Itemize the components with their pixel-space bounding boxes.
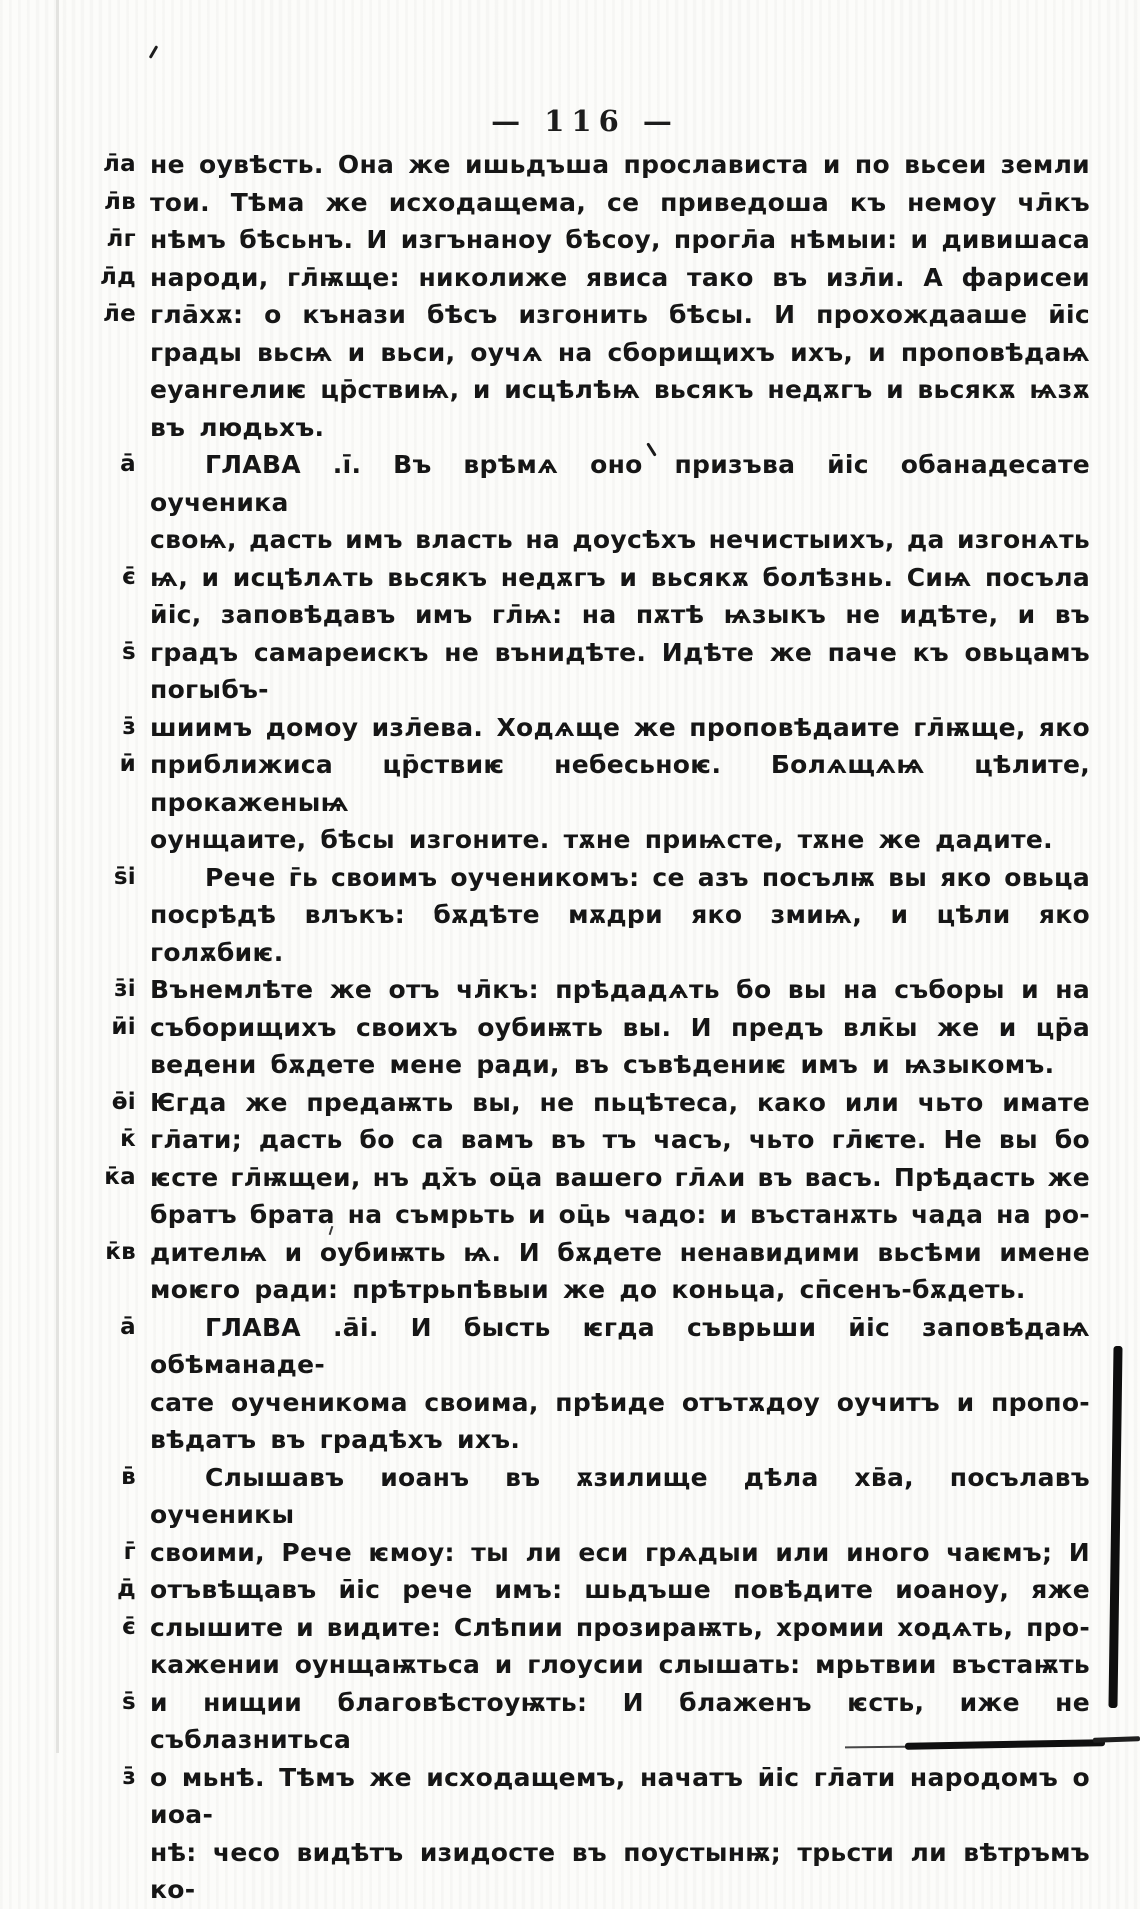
text-line — [60, 1309, 1090, 1384]
text-line — [60, 634, 1090, 709]
margin-verse-number — [60, 821, 150, 859]
text-line — [60, 371, 1090, 409]
text-line — [60, 709, 1090, 747]
margin-verse-number: з̄ — [122, 713, 136, 740]
text-line — [60, 409, 1090, 447]
text-line — [60, 1421, 1090, 1459]
text-line — [60, 1834, 1090, 1909]
margin-verse-number — [60, 896, 150, 971]
margin-verse-number: л̄д — [99, 263, 136, 290]
text-line — [60, 1571, 1090, 1609]
line-text: дителѩ и оубиѭть ѩ. И бѫдете ненавидими вьсѣми имене — [150, 1237, 1090, 1267]
bottom-smudge-right — [1093, 1736, 1140, 1743]
text-line — [60, 1271, 1090, 1309]
line-text: гл̄ати; дасть бо са вамъ въ тъ часъ, чьто гл̄ѥте. Не вы бо — [150, 1125, 1090, 1154]
line-text: ѩ, и исцѣлѧть вьсякъ недѫгъ и вьсякѫ болѣзнь. Сиѩ посъла — [150, 562, 1090, 592]
line-text: и нищии благовѣстоуѭть: И блаженъ ѥсть, иже не съблазнитьса — [150, 1687, 1090, 1754]
line-text: приближиса цр̄ствиѥ небесьноѥ. Болѧщѧѩ цѣлите, прокаженыѩ — [150, 750, 1090, 817]
stray-ink-mark-top — [149, 45, 159, 59]
margin-verse-number: д̄ — [117, 1576, 136, 1602]
text-line — [60, 1159, 1090, 1197]
line-text: ГЛАВА .і̄. Въ врѣмѧ оно призъва ӣіс обанадесате оученика — [150, 450, 1090, 517]
margin-verse-number: ѕ̄ — [122, 638, 136, 665]
margin-verse-number: л̄а — [103, 151, 136, 177]
text-line — [60, 1234, 1090, 1272]
margin-verse-number — [60, 521, 150, 559]
margin-verse-number — [60, 1834, 150, 1909]
text-line — [60, 184, 1090, 222]
margin-verse-number: ѕ̄ — [122, 1688, 136, 1715]
line-text: ѥсте гл̄ѭщеи, нъ дх̄ъ оц̄а вашего гл̄ѧи въ васъ. Прѣдасть же — [150, 1162, 1090, 1192]
margin-verse-number: к̄в — [105, 1238, 136, 1265]
margin-verse-number — [60, 1421, 150, 1459]
text-line — [60, 1084, 1090, 1122]
text-line — [60, 1009, 1090, 1047]
text-line — [60, 1046, 1090, 1084]
line-text: шиимъ домоу изл̄ева. Ходѧще же проповѣдаите гл̄ѭще, яко — [150, 712, 1090, 742]
text-line — [60, 1196, 1090, 1234]
line-text: сате оученикома своима, прѣиде отътѫдоу оучитъ и пропо- — [150, 1387, 1090, 1417]
line-text: ӣіс, заповѣдавъ имъ гл̄ѩ: на пѫтѣ ѩзыкъ не идѣте, и въ — [150, 600, 1090, 629]
line-text: Ѥгда же предаѭть вы, не пьцѣтеса, како или чьто имате — [150, 1087, 1090, 1117]
line-text: своѩ, дасть имъ власть на доусѣхъ нечистыихъ, да изгонѧть — [150, 525, 1090, 554]
text-line — [60, 259, 1090, 297]
text-line — [60, 1459, 1090, 1534]
line-text: Слышавъ иоанъ въ ѫзилище дѣла хв̄а, посълавъ оученикы — [150, 1462, 1090, 1529]
line-text: о мьнѣ. Тѣмъ же исходащемъ, начатъ ӣіс гл̄ати народомъ о иоа- — [150, 1762, 1090, 1829]
margin-verse-number: л̄е — [102, 301, 136, 327]
line-text: братъ брата на съмрьть и оц̄ь чадо: и въстанѫть чада на ро- — [150, 1200, 1090, 1229]
text-line — [60, 1534, 1090, 1572]
page-number-header: — 116 — — [491, 104, 679, 138]
text-line — [60, 1121, 1090, 1159]
line-text: народи, гл̄ѭще: николиже явиса тако въ изл̄и. А фарисеи — [150, 262, 1090, 292]
margin-verse-number — [60, 1196, 150, 1234]
margin-verse-number: з̄ — [122, 1763, 136, 1790]
line-text: еуангелиѥ цр̄ствиѩ, и исцѣлѣѩ вьсякъ недѫгъ и вьсякѫ ѩзѫ — [150, 375, 1090, 404]
text-line — [60, 1759, 1090, 1834]
scan-gutter-shadow — [56, 0, 59, 1753]
text-line — [60, 1609, 1090, 1647]
scan-edge-streak — [1108, 1346, 1122, 1708]
line-text: нѣмъ бѣсьнъ. И изгънаноу бѣсоу, прогл̄а нѣмыи: и дивишаса — [150, 225, 1090, 254]
line-text: тои. Тѣма же исходащема, се приведоша къ немоу чл̄къ — [150, 187, 1090, 217]
margin-verse-number — [60, 409, 150, 447]
margin-verse-number: л̄в — [103, 188, 136, 215]
line-text: съборищихъ своихъ оубиѭть вы. И предъ влк̄ы же и цр̄а — [150, 1012, 1090, 1042]
text-block — [60, 146, 1090, 1909]
text-line — [60, 446, 1090, 521]
margin-verse-number — [60, 596, 150, 634]
margin-verse-number — [60, 1271, 150, 1309]
margin-verse-number: з̄і — [114, 976, 136, 1002]
margin-verse-number — [60, 1046, 150, 1084]
text-line — [60, 146, 1090, 184]
margin-verse-number — [60, 371, 150, 409]
margin-verse-number: в̄ — [121, 1463, 136, 1490]
margin-verse-number: к̄а — [104, 1163, 136, 1190]
margin-verse-number — [60, 334, 150, 372]
text-line — [60, 821, 1090, 859]
margin-verse-number: л̄г — [106, 226, 136, 252]
text-line — [60, 896, 1090, 971]
margin-verse-number: є̄ — [122, 563, 136, 590]
line-text: градъ самареискъ не вънидѣте. Идѣте же паче къ овьцамъ погыбъ- — [150, 637, 1090, 704]
text-line — [60, 521, 1090, 559]
margin-verse-number: а̄ — [120, 451, 136, 477]
text-line — [60, 1384, 1090, 1422]
line-text: своими, Рече ѥмоу: ты ли еси грѧдыи или иного чаѥмъ; И — [150, 1537, 1090, 1567]
line-text: Рече г̄ь своимъ оученикомъ: се азъ посълѭ вы яко овьца — [205, 862, 1090, 892]
line-text: ГЛАВА .а̄і. И бысть ѥгда съврьши ӣіс заповѣдаѩ обѣманаде- — [150, 1312, 1090, 1379]
line-text: въ людьхъ. — [150, 412, 325, 442]
line-text: Вънемлѣте же отъ чл̄къ: прѣдадѧть бо вы на съборы и на — [150, 975, 1090, 1004]
line-text: грады вьсѩ и вьси, оучѧ на сборищихъ ихъ, и проповѣдаѩ — [150, 337, 1090, 367]
margin-verse-number: ѕ̄і — [113, 863, 136, 890]
margin-verse-number: ӣ — [119, 751, 136, 777]
margin-verse-number: ӣі — [111, 1013, 136, 1040]
text-line — [60, 559, 1090, 597]
margin-verse-number — [60, 1646, 150, 1684]
line-text: слышите и видите: Слѣпии прозираѭть, хромии ходѧть, про- — [150, 1612, 1090, 1642]
text-line — [60, 596, 1090, 634]
text-line — [60, 1684, 1090, 1759]
line-text: не оувѣсть. Она же ишьдъша прослависта и по вьсеи земли — [150, 150, 1090, 179]
text-line — [60, 746, 1090, 821]
text-line — [60, 971, 1090, 1009]
margin-verse-number: к̄ — [120, 1126, 136, 1152]
text-line — [60, 859, 1090, 897]
line-text: ведени бѫдете мене ради, въ съвѣдениѥ имъ и ѩзыкомъ. — [150, 1050, 1055, 1079]
margin-verse-number: є̄ — [122, 1613, 136, 1640]
margin-verse-number: г̄ — [123, 1538, 136, 1565]
margin-verse-number — [60, 1384, 150, 1422]
text-line — [60, 334, 1090, 372]
line-text: вѣдатъ въ градѣхъ ихъ. — [150, 1425, 521, 1454]
line-text: нѣ: чесо видѣтъ изидосте въ поустынѭ; трьсти ли вѣтръмъ ко- — [150, 1837, 1090, 1904]
line-text: гла̄хѫ: о кънази бѣсъ изгонить бѣсы. И прохождааше ӣіс — [150, 300, 1090, 329]
text-line — [60, 296, 1090, 334]
margin-verse-number: а̄ — [120, 1313, 136, 1340]
margin-verse-number: ѳ̄і — [111, 1088, 136, 1115]
line-text: посрѣдѣ влъкъ: бѫдѣте мѫдри яко змиѩ, и цѣли яко голѫбиѥ. — [150, 900, 1090, 967]
text-line — [60, 221, 1090, 259]
text-line — [60, 1646, 1090, 1684]
line-text: оунщаите, бѣсы изгоните. тѫне приѩсте, тѫне же дадите. — [150, 825, 1053, 854]
line-text: отъвѣщавъ ӣіс рече имъ: шьдъше повѣдите иоаноу, яже — [150, 1575, 1090, 1604]
line-text: моѥго ради: прѣтрьпѣвыи же до коньца, сп̄сенъ-бѫдеть. — [150, 1275, 1026, 1304]
line-text: кажении оунщаѭтьса и глоусии слышать: мрьтвии въстаѭть — [150, 1650, 1090, 1679]
